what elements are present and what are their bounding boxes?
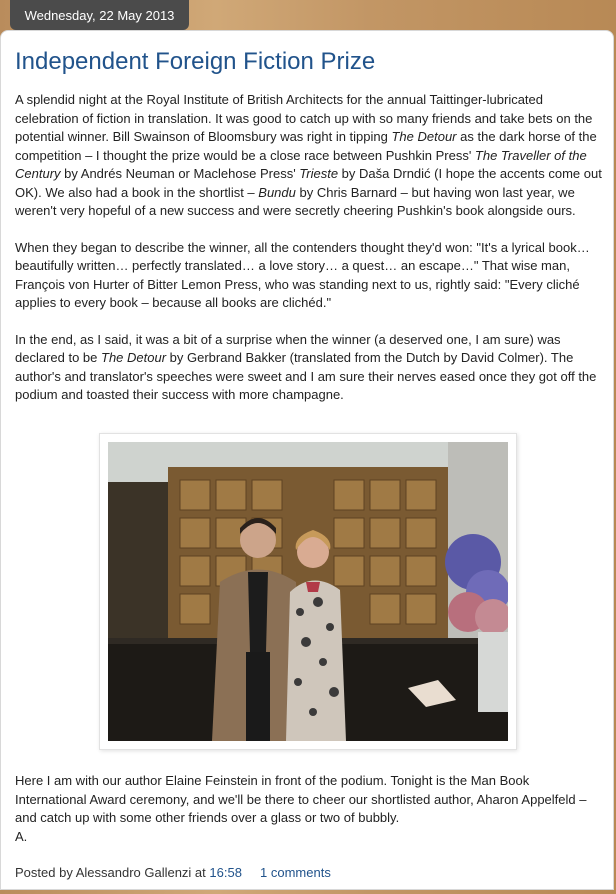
photo-author-and-publisher bbox=[108, 442, 508, 741]
post-footer bbox=[15, 865, 331, 880]
post-photo[interactable] bbox=[108, 442, 508, 741]
post-title[interactable]: Independent Foreign Fiction Prize bbox=[15, 48, 376, 75]
signoff: A. bbox=[15, 828, 28, 844]
caption-text: Here I am with our author Elaine Feinstein in front of the podium. Tonight is the Man Book International Award ceremony, and we'll be there to cheer our shortlisted author, Aharon Appelfeld – and catch up with some other friends over a glass or two of bubbly. bbox=[15, 773, 587, 825]
post-card bbox=[0, 30, 614, 890]
comments-link[interactable]: 1 comments bbox=[260, 865, 331, 880]
post-body bbox=[15, 91, 603, 423]
post-date-header bbox=[10, 0, 189, 30]
post-photo-frame bbox=[99, 433, 517, 750]
post-date: Wednesday, 22 May 2013 bbox=[24, 7, 175, 23]
paragraph-3: In the end, as I said, it was a bit of a surprise when the winner (a deserved one, I am sure) was declared to be The Detour by Gerbrand Bakker (translated from the Dutch by David Colmer). The author's and translator's speeches were sweet and I am sure their nerves eased once they got off the podium and toasted their success with more champagne. bbox=[15, 331, 597, 402]
photo-caption bbox=[15, 772, 603, 846]
paragraph-1: A splendid night at the Royal Institute of British Architects for the annual Taittinger-lubricated celebration of fiction in translation. It was good to catch up with so many friends and take bets on the potential winner. Bill Swainson of Bloomsbury was right in tipping The Detour as the dark horse of the competition – I thought the prize would be a close race between Pushkin Press' The Traveller of the Century by Andrés Neuman or Maclehose Press' Trieste by Daša Drndić (I hope the accents come out OK). We also had a book in the shortlist – Bundu by Chris Barnard – but having won last year, we weren't very hopeful of a new success and were secretly cheering Pushkin's book alongside ours. bbox=[15, 92, 602, 218]
paragraph-2: When they began to describe the winner, all the contenders thought they'd won: "It's a lyrical book… beautifully written… perfectly translated… a love story… a quest… an escape…" That wise man, François von Hurter of Bitter Lemon Press, who was standing next to us, rightly said: "Every cliché applies to every book – because all books are clichéd." bbox=[15, 239, 590, 310]
post-time-link[interactable]: 16:58 bbox=[209, 865, 242, 880]
posted-by: Posted by Alessandro Gallenzi at bbox=[15, 865, 206, 880]
